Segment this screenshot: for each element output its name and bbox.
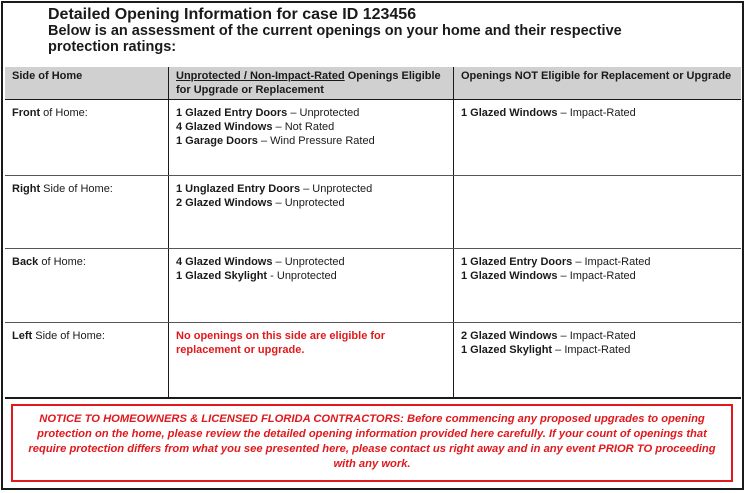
list-item — [461, 255, 735, 269]
opening-count: 4 Glazed Windows — [176, 121, 273, 133]
list-item — [461, 106, 735, 120]
opening-status: – Unprotected — [272, 197, 345, 209]
not-eligible-cell — [454, 323, 742, 398]
opening-status: – Impact-Rated — [557, 107, 636, 119]
opening-count: 1 Glazed Entry Doors — [176, 107, 288, 119]
table-row-back — [5, 249, 741, 323]
opening-status: – Impact-Rated — [552, 344, 631, 356]
opening-count: 2 Glazed Windows — [176, 197, 273, 209]
side-cell — [5, 100, 169, 176]
opening-count: 1 Glazed Entry Doors — [461, 256, 573, 268]
page-subtitle: Below is an assessment of the current openings on your home and their respective protection ratings: — [48, 23, 622, 55]
opening-count: 1 Glazed Windows — [461, 107, 558, 119]
opening-status: – Not Rated — [272, 121, 335, 133]
eligible-cell — [169, 100, 454, 176]
opening-status: – Wind Pressure Rated — [257, 135, 375, 147]
side-cell — [5, 323, 169, 398]
side-cell — [5, 249, 169, 323]
list-item — [176, 255, 447, 269]
opening-status: – Unprotected — [300, 183, 373, 195]
side-name: Back — [12, 256, 39, 268]
table-header-row — [5, 67, 741, 100]
side-suffix: of Home: — [40, 107, 88, 119]
opening-status: – Impact-Rated — [572, 256, 651, 268]
opening-count: 4 Glazed Windows — [176, 256, 273, 268]
list-item — [176, 134, 447, 148]
list-item — [176, 269, 447, 283]
column-header-not-eligible: Openings NOT Eligible for Replacement or Upgrade — [454, 67, 742, 100]
column-header-eligible-rest: Openings Eligible for Upgrade or Replacement — [176, 70, 441, 96]
list-item — [176, 196, 447, 210]
list-item — [461, 343, 735, 357]
list-item — [461, 329, 735, 343]
opening-status: - Unprotected — [267, 270, 337, 282]
list-item — [176, 120, 447, 134]
opening-count: 2 Glazed Windows — [461, 330, 558, 342]
opening-status: – Impact-Rated — [557, 330, 636, 342]
page-title: Detailed Opening Information for case ID 123456 — [48, 6, 417, 23]
side-suffix: Side of Home: — [32, 330, 105, 342]
opening-count: 1 Glazed Windows — [461, 270, 558, 282]
column-header-eligible-underlined: Unprotected / Non-Impact-Rated — [176, 70, 345, 82]
homeowner-notice: NOTICE TO HOMEOWNERS & LICENSED FLORIDA CONTRACTORS: Before commencing any proposed upgrades to opening protection on the home, please review the detailed opening information provided here carefully. If your count of openings that require protection differs from what you see presented here, please contact us right away and in any event PRIOR TO proceeding with any work. — [11, 404, 733, 482]
side-name: Front — [12, 107, 41, 119]
opening-count: 1 Garage Doors — [176, 135, 258, 147]
side-cell — [5, 176, 169, 249]
table-row-right — [5, 176, 741, 249]
opening-status: – Impact-Rated — [557, 270, 636, 282]
side-suffix: of Home: — [38, 256, 86, 268]
eligible-cell — [169, 323, 454, 398]
side-suffix: Side of Home: — [40, 183, 113, 195]
opening-status: – Unprotected — [272, 256, 345, 268]
opening-count: 1 Glazed Skylight — [461, 344, 553, 356]
table-row-front — [5, 100, 741, 176]
opening-count: 1 Unglazed Entry Doors — [176, 183, 301, 195]
list-item — [461, 269, 735, 283]
eligible-cell — [169, 176, 454, 249]
column-header-eligible — [169, 67, 454, 100]
list-item — [176, 182, 447, 196]
no-eligible-openings-note: No openings on this side are eligible for replacement or upgrade. — [176, 330, 386, 356]
not-eligible-cell — [454, 249, 742, 323]
side-name: Left — [12, 330, 33, 342]
column-header-side: Side of Home — [5, 67, 169, 100]
table-row-left — [5, 323, 741, 398]
opening-count: 1 Glazed Skylight — [176, 270, 268, 282]
openings-table — [5, 67, 741, 399]
side-name: Right — [12, 183, 41, 195]
opening-status: – Unprotected — [287, 107, 360, 119]
not-eligible-cell — [454, 100, 742, 176]
not-eligible-cell — [454, 176, 742, 249]
list-item — [176, 106, 447, 120]
eligible-cell — [169, 249, 454, 323]
